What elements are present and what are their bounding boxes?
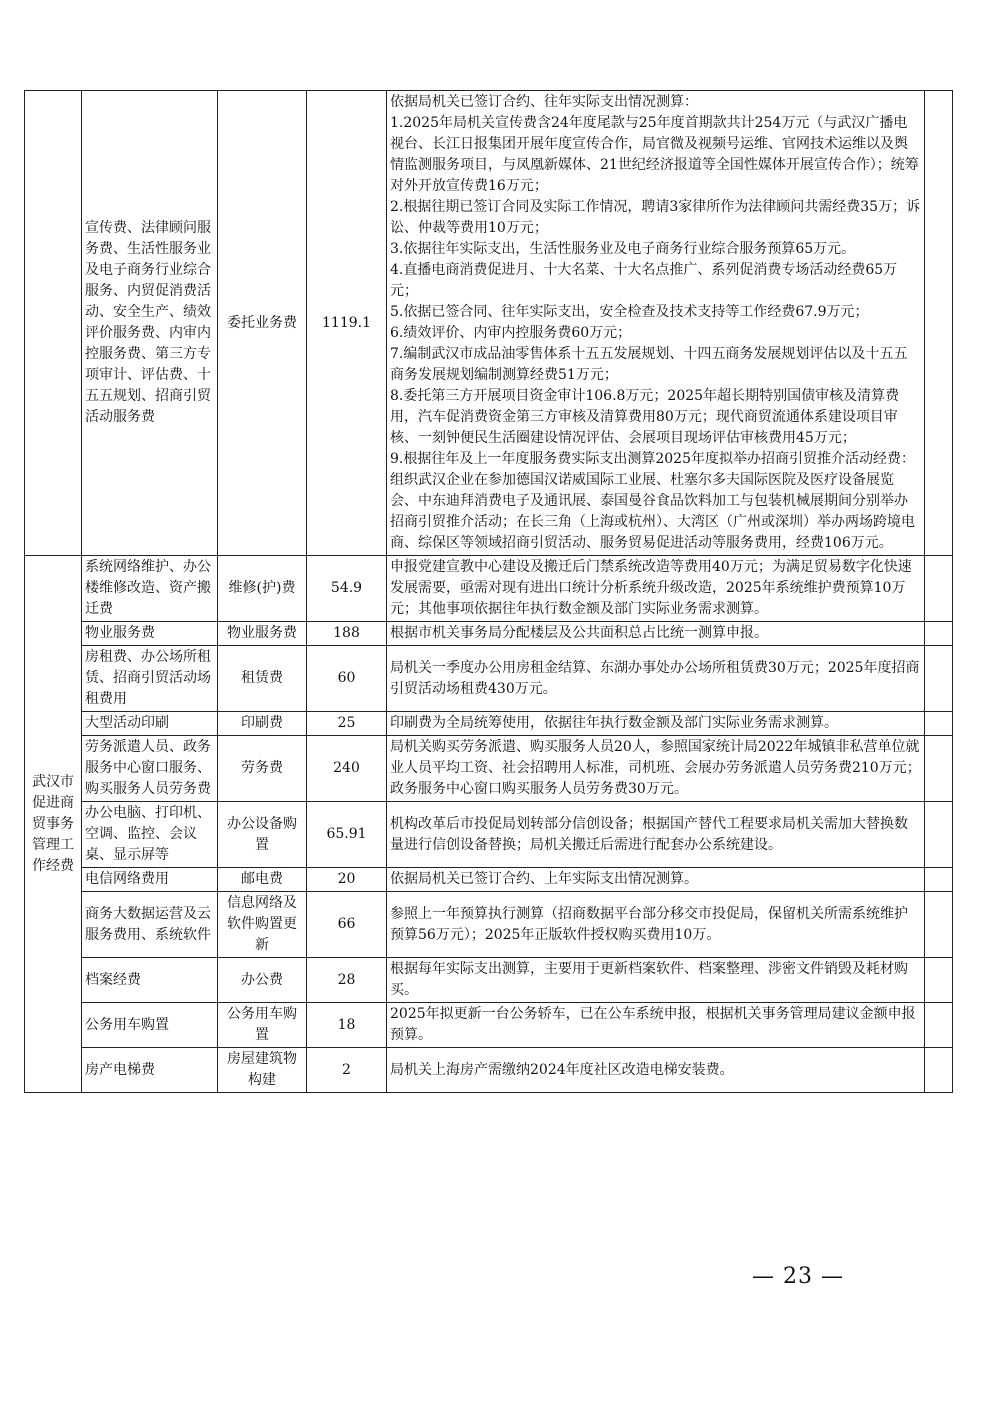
econ-class-cell: 租赁费: [218, 646, 307, 712]
item-cell: 劳务派遣人员、政务服务中心窗口服务、购买服务人员劳务费: [82, 736, 218, 802]
basis-line: 6.绩效评价、内审内控服务费60万元；: [390, 325, 632, 341]
table-row: [25, 868, 953, 892]
page-number: — 23 —: [752, 1264, 844, 1289]
amount-cell: 2: [307, 1048, 387, 1093]
basis-cell: 申报党建宣教中心建设及搬迁后门禁系统改造等费用40万元；为满足贸易数字化快速发展需要，亟需对现有进出口统计分析系统升级改造，2025年系统维护费预算10万元；其他事项依据往年执行数金额及部门实际业务需求测算。: [387, 556, 925, 622]
basis-cell: 局机关一季度办公用房租金结算、东湖办事处办公场所租赁费30万元；2025年度招商引贸活动场租费430万元。: [387, 646, 925, 712]
basis-cell: 局机关购买劳务派遣、购买服务人员20人，参照国家统计局2022年城镇非私营单位就业人员平均工资、社会招聘用人标准，司机班、会展办劳务派遣人员劳务费210万元；政务服务中心窗口购买服务人员劳务费30万元。: [387, 736, 925, 802]
basis-line: 2.根据往期已签订合同及实际工作情况，聘请3家律所作为法律顾问共需经费35万；诉讼、仲裁等费用10万元；: [390, 199, 921, 236]
amount-cell: 60: [307, 646, 387, 712]
item-cell: 公务用车购置: [82, 1003, 218, 1048]
econ-class-cell: 办公费: [218, 958, 307, 1003]
econ-class-cell: 信息网络及软件购置更新: [218, 892, 307, 958]
note-cell: [925, 892, 953, 958]
econ-class-cell: 邮电费: [218, 868, 307, 892]
table-row: [25, 622, 953, 646]
item-cell: 商务大数据运营及云服务费用、系统软件: [82, 892, 218, 958]
econ-class-cell: 公务用车购置: [218, 1003, 307, 1048]
amount-cell: 240: [307, 736, 387, 802]
amount-cell: 18: [307, 1003, 387, 1048]
amount-cell: 20: [307, 868, 387, 892]
basis-cell: 根据市机关事务局分配楼层及公共面积总占比统一测算申报。: [387, 622, 925, 646]
item-cell: 电信网络费用: [82, 868, 218, 892]
amount-cell: 65.91: [307, 802, 387, 868]
amount-cell: 188: [307, 622, 387, 646]
budget-table: [24, 90, 953, 1093]
basis-line: 9.根据往年及上一年度服务费实际支出测算2025年度拟举办招商引贸推介活动经费：组织武汉企业在参加德国汉诺威国际工业展、杜塞尔多夫国际医院及医疗设备展览会、中东迪拜消费电子及通讯展、泰国曼谷食品饮料加工与包装机械展期间分别举办招商引贸推介活动；在长三角（上海或杭州）、大湾区（广州或深圳）举办两场跨境电商、综保区等领域招商引贸活动、服务贸易促进活动等服务费用，经费106万元。: [390, 451, 915, 551]
note-cell: [925, 646, 953, 712]
amount-cell: 28: [307, 958, 387, 1003]
basis-cell: 依据局机关已签订合约、上年实际支出情况测算。: [387, 868, 925, 892]
amount-cell: 66: [307, 892, 387, 958]
econ-class-cell: 劳务费: [218, 736, 307, 802]
basis-line: 3.依据往年实际支出，生活性服务业及电子商务行业综合服务预算65万元。: [390, 241, 856, 257]
category-cell: 武汉市促进商贸事务管理工作经费: [25, 556, 82, 1093]
item-cell: 大型活动印刷: [82, 712, 218, 736]
basis-line: 7.编制武汉市成品油零售体系十五五发展规划、十四五商务发展规划评估以及十五五商务发展规划编制测算经费51万元；: [390, 346, 908, 383]
basis-line: 依据局机关已签订合约、往年实际支出情况测算：: [390, 94, 698, 110]
econ-class-cell: 印刷费: [218, 712, 307, 736]
note-cell: [925, 556, 953, 622]
note-cell: [925, 622, 953, 646]
item-cell: 档案经费: [82, 958, 218, 1003]
econ-class-cell: 维修(护)费: [218, 556, 307, 622]
item-cell: 物业服务费: [82, 622, 218, 646]
basis-cell: 参照上一年预算执行测算（招商数据平台部分移交市投促局，保留机关所需系统维护预算56万元）；2025年正版软件授权购买费用10万。: [387, 892, 925, 958]
amount-cell: 54.9: [307, 556, 387, 622]
note-cell: [925, 802, 953, 868]
basis-cell: 局机关上海房产需缴纳2024年度社区改造电梯安装费。: [387, 1048, 925, 1093]
basis-line: 5.依据已签合同、往年实际支出，安全检查及技术支持等工作经费67.9万元；: [390, 304, 869, 320]
econ-class-cell: 房屋建筑物构建: [218, 1048, 307, 1093]
table-row: [25, 91, 953, 556]
basis-cell: [387, 91, 925, 556]
note-cell: [925, 1048, 953, 1093]
note-cell: [925, 1003, 953, 1048]
item-cell: 房产电梯费: [82, 1048, 218, 1093]
note-cell: [925, 736, 953, 802]
note-cell: [925, 958, 953, 1003]
table-row: [25, 892, 953, 958]
note-cell: [925, 91, 953, 556]
basis-cell: 2025年拟更新一台公务轿车，已在公车系统申报，根据机关事务管理局建议金额申报预算。: [387, 1003, 925, 1048]
table-row: [25, 802, 953, 868]
amount-cell: 1119.1: [307, 91, 387, 556]
basis-line: 4.直播电商消费促进月、十大名菜、十大名点推广、系列促消费专场活动经费65万元；: [390, 262, 898, 299]
basis-cell: 根据每年实际支出测算，主要用于更新档案软件、档案整理、涉密文件销毁及耗材购买。: [387, 958, 925, 1003]
table-row: [25, 736, 953, 802]
basis-cell: 机构改革后市投促局划转部分信创设备；根据国产替代工程要求局机关需加大替换数量进行信创设备替换；局机关搬迁后需进行配套办公系统建设。: [387, 802, 925, 868]
basis-line: 8.委托第三方开展项目资金审计106.8万元；2025年超长期特别国债审核及清算费用，汽车促消费资金第三方审核及清算费用80万元；现代商贸流通体系建设项目审核、一刻钟便民生活圈建设情况评估、会展项目现场评估审核费用45万元；: [390, 388, 900, 446]
item-cell: 办公电脑、打印机、空调、监控、会议桌、显示屏等: [82, 802, 218, 868]
note-cell: [925, 712, 953, 736]
basis-line: 1.2025年局机关宣传费含24年度尾款与25年度首期款共计254万元（与武汉广播电视台、长江日报集团开展年度宣传合作，局官微及视频号运维、官网技术运维以及舆情监测服务项目，与凤凰新媒体、21世纪经济报道等全国性媒体开展宣传合作）；统筹对外开放宣传费16万元；: [390, 115, 919, 194]
table-row: [25, 1003, 953, 1048]
category-cell: [25, 91, 82, 556]
item-cell: 房租费、办公场所租赁、招商引贸活动场租费用: [82, 646, 218, 712]
econ-class-cell: 物业服务费: [218, 622, 307, 646]
table-row: [25, 712, 953, 736]
basis-cell: 印刷费为全局统筹使用，依据往年执行数金额及部门实际业务需求测算。: [387, 712, 925, 736]
note-cell: [925, 868, 953, 892]
item-cell: 宣传费、法律顾问服务费、生活性服务业及电子商务行业综合服务、内贸促消费活动、安全生产、绩效评价服务费、内审内控服务费、第三方专项审计、评估费、十五五规划、招商引贸活动服务费: [82, 91, 218, 556]
item-cell: 系统网络维护、办公楼维修改造、资产搬迁费: [82, 556, 218, 622]
table-row: [25, 1048, 953, 1093]
table-row: [25, 958, 953, 1003]
econ-class-cell: 委托业务费: [218, 91, 307, 556]
table-row: [25, 556, 953, 622]
econ-class-cell: 办公设备购置: [218, 802, 307, 868]
table-row: [25, 646, 953, 712]
amount-cell: 25: [307, 712, 387, 736]
